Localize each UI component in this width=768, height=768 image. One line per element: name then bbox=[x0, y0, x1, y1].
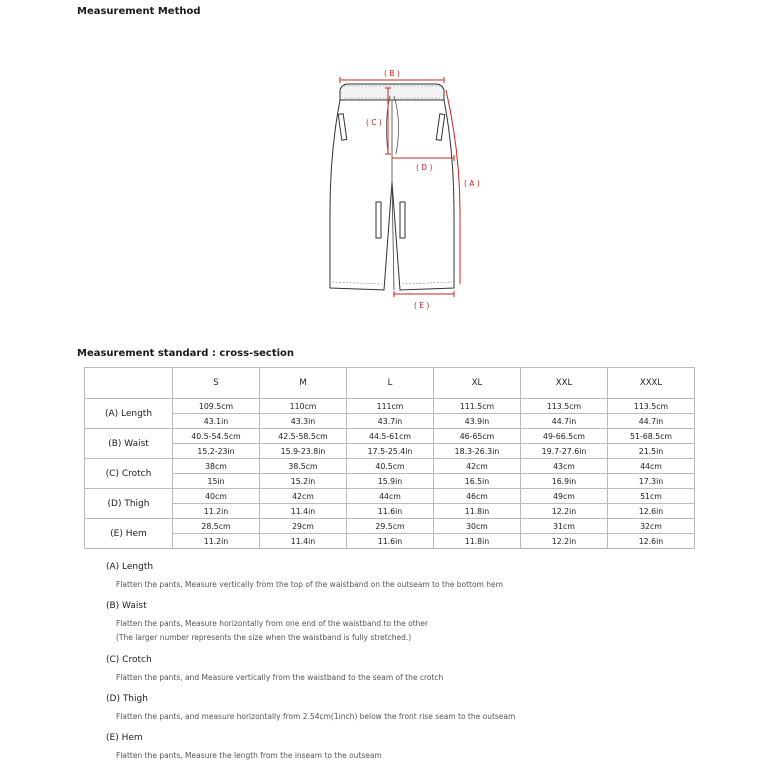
table-cell: 31cm bbox=[521, 519, 608, 534]
size-header: XXL bbox=[521, 368, 608, 399]
table-cell: 15.9in bbox=[347, 474, 434, 489]
table-cell: 113.5cm bbox=[521, 399, 608, 414]
waistband bbox=[340, 84, 444, 100]
table-cell: 30cm bbox=[434, 519, 521, 534]
table-cell: 49cm bbox=[521, 489, 608, 504]
row-label: (A) Length bbox=[85, 399, 173, 429]
description-waist bbox=[106, 601, 428, 645]
table-cell: 12.6in bbox=[608, 534, 695, 549]
label-a: ( A ) bbox=[464, 179, 480, 188]
table-cell: 42cm bbox=[260, 489, 347, 504]
description-text: Flatten the pants, Measure the length from the inseam to the outseam bbox=[116, 751, 382, 760]
table-row bbox=[85, 519, 695, 534]
table-cell: 40.5cm bbox=[347, 459, 434, 474]
table-cell: 43.7in bbox=[347, 414, 434, 429]
measurement-method-heading: Measurement Method bbox=[77, 6, 201, 17]
left-leg-pocket bbox=[376, 202, 381, 238]
row-label: (C) Crotch bbox=[85, 459, 173, 489]
table-cell: 46cm bbox=[434, 489, 521, 504]
table-cell: 29cm bbox=[260, 519, 347, 534]
row-label: (D) Thigh bbox=[85, 489, 173, 519]
table-cell: 21.5in bbox=[608, 444, 695, 459]
table-cell: 38cm bbox=[173, 459, 260, 474]
table-row bbox=[85, 399, 695, 414]
header-corner bbox=[85, 368, 173, 399]
table-cell: 51-68.5cm bbox=[608, 429, 695, 444]
description-text: Flatten the pants, Measure horizontally from one end of the waistband to the other bbox=[116, 619, 429, 628]
table-cell: 44.7in bbox=[521, 414, 608, 429]
table-cell: 11.6in bbox=[347, 534, 434, 549]
table-cell: 43.3in bbox=[260, 414, 347, 429]
table-cell: 11.8in bbox=[434, 534, 521, 549]
pants-diagram bbox=[318, 62, 498, 318]
table-cell: 15.9-23.8in bbox=[260, 444, 347, 459]
table-row bbox=[85, 489, 695, 504]
label-d: ( D ) bbox=[416, 163, 433, 172]
table-header-row bbox=[85, 368, 695, 399]
table-row bbox=[85, 534, 695, 549]
table-cell: 43cm bbox=[521, 459, 608, 474]
label-c: ( C ) bbox=[366, 118, 382, 127]
table-cell: 11.4in bbox=[260, 534, 347, 549]
description-title: (E) Hem bbox=[106, 733, 143, 743]
table-cell: 42.5-58.5cm bbox=[260, 429, 347, 444]
table-cell: 17.5-25.4in bbox=[347, 444, 434, 459]
table-row bbox=[85, 414, 695, 429]
table-cell: 40cm bbox=[173, 489, 260, 504]
description-hem bbox=[106, 733, 382, 763]
table-row bbox=[85, 429, 695, 444]
description-length bbox=[106, 562, 503, 592]
table-cell: 49-66.5cm bbox=[521, 429, 608, 444]
size-header: XXXL bbox=[608, 368, 695, 399]
table-cell: 46-65cm bbox=[434, 429, 521, 444]
table-cell: 44.5-61cm bbox=[347, 429, 434, 444]
table-cell: 113.5cm bbox=[608, 399, 695, 414]
table-cell: 38.5cm bbox=[260, 459, 347, 474]
table-cell: 43.1in bbox=[173, 414, 260, 429]
table-cell: 109.5cm bbox=[173, 399, 260, 414]
table-cell: 110cm bbox=[260, 399, 347, 414]
table-cell: 111cm bbox=[347, 399, 434, 414]
description-text: Flatten the pants, Measure vertically from the top of the waistband on the outseam to the bottom hem bbox=[116, 580, 503, 589]
measurement-table bbox=[84, 367, 695, 549]
size-header: XL bbox=[434, 368, 521, 399]
table-cell: 11.2in bbox=[173, 504, 260, 519]
row-label: (B) Waist bbox=[85, 429, 173, 459]
size-header: S bbox=[173, 368, 260, 399]
table-cell: 12.2in bbox=[521, 534, 608, 549]
table-row bbox=[85, 459, 695, 474]
table-cell: 111.5cm bbox=[434, 399, 521, 414]
table-cell: 18.3-26.3in bbox=[434, 444, 521, 459]
table-cell: 11.4in bbox=[260, 504, 347, 519]
table-cell: 11.8in bbox=[434, 504, 521, 519]
description-title: (B) Waist bbox=[106, 601, 147, 611]
table-cell: 29.5cm bbox=[347, 519, 434, 534]
description-text: Flatten the pants, and measure horizontally from 2.54cm(1inch) below the front rise seam to the outseam bbox=[116, 712, 516, 721]
description-text: (The larger number represents the size when the waistband is fully stretched.) bbox=[116, 633, 412, 642]
table-cell: 44cm bbox=[347, 489, 434, 504]
description-text: Flatten the pants, and Measure vertically from the waistband to the seam of the crotch bbox=[116, 673, 444, 682]
table-row bbox=[85, 504, 695, 519]
size-header: L bbox=[347, 368, 434, 399]
table-cell: 44cm bbox=[608, 459, 695, 474]
right-leg-pocket bbox=[400, 202, 405, 238]
table-cell: 32cm bbox=[608, 519, 695, 534]
table-cell: 15.2in bbox=[260, 474, 347, 489]
table-cell: 43.9in bbox=[434, 414, 521, 429]
size-header: M bbox=[260, 368, 347, 399]
table-cell: 19.7-27.6in bbox=[521, 444, 608, 459]
description-title: (D) Thigh bbox=[106, 694, 148, 704]
table-cell: 51cm bbox=[608, 489, 695, 504]
table-cell: 11.2in bbox=[173, 534, 260, 549]
table-cell: 16.5in bbox=[434, 474, 521, 489]
table-cell: 44.7in bbox=[608, 414, 695, 429]
description-title: (C) Crotch bbox=[106, 655, 152, 665]
table-cell: 42cm bbox=[434, 459, 521, 474]
table-cell: 15in bbox=[173, 474, 260, 489]
description-title: (A) Length bbox=[106, 562, 154, 572]
description-crotch bbox=[106, 655, 443, 685]
table-cell: 12.2in bbox=[521, 504, 608, 519]
table-cell: 17.3in bbox=[608, 474, 695, 489]
row-label: (E) Hem bbox=[85, 519, 173, 549]
table-cell: 40.5-54.5cm bbox=[173, 429, 260, 444]
table-row bbox=[85, 474, 695, 489]
table-row bbox=[85, 444, 695, 459]
table-cell: 16.9in bbox=[521, 474, 608, 489]
label-e: ( E ) bbox=[414, 301, 430, 310]
table-cell: 12.6in bbox=[608, 504, 695, 519]
description-thigh bbox=[106, 694, 515, 724]
table-cell: 11.6in bbox=[347, 504, 434, 519]
label-b: ( B ) bbox=[384, 69, 400, 78]
table-cell: 15.2-23in bbox=[173, 444, 260, 459]
table-cell: 28.5cm bbox=[173, 519, 260, 534]
measurement-standard-heading: Measurement standard : cross-section bbox=[77, 348, 295, 359]
